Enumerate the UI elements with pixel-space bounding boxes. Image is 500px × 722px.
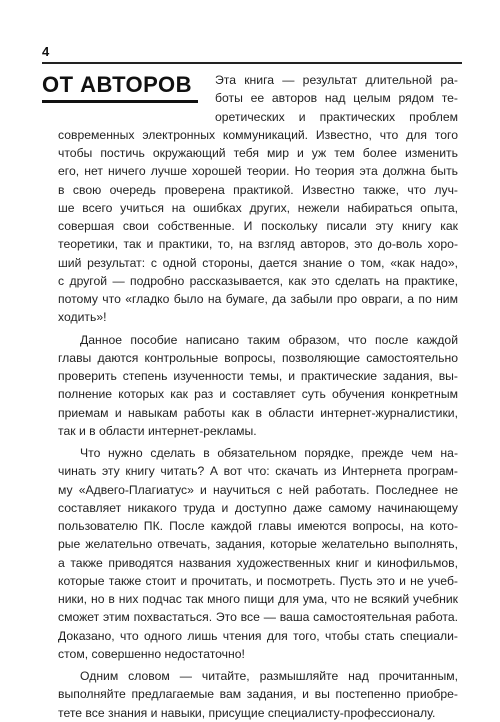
text-line: полнение которых как раз и составляет суть обучения конкретным — [58, 387, 458, 402]
text-line: сможет этим похвастаться. Это все — ваша самостоятельная работа. — [58, 610, 458, 625]
text-line: проверить степень изученности темы, и практические задания, вы- — [58, 369, 458, 383]
text-line: его, нет ничего лучше хорошей теории. Но теория эта должна быть — [58, 164, 458, 179]
text-line: му «Адвего-Плагиатус» и научиться с ней работать. Последнее не — [58, 482, 458, 497]
text-line: современных электронных коммуникаций. Известно, что для того — [58, 127, 458, 142]
text-line: Данное пособие написано таким образом, что после каждой — [80, 332, 458, 347]
text-line: теоретики, так и практики, то, на взгляд авторов, это до-воль хоро- — [58, 237, 458, 252]
text-line: которые также стоит и прочитать, и посмотреть. Пусть это и не учеб- — [58, 573, 458, 588]
heading-underline — [42, 100, 198, 103]
text-line: оретических и практических проблем — [215, 109, 458, 124]
text-line: чтобы постичь окружающий тебя мир и уж тем более изменить — [58, 146, 458, 160]
text-line: ники, но в них подчас так много пищи для ума, что не всякий учебник — [58, 592, 458, 606]
text-line: тете все знания и навыки, присущие специалисту-профессионалу. — [58, 705, 436, 720]
text-line: составляет никакого труда и доступно даже самому начинающему — [58, 500, 458, 515]
text-line: а также приводятся названия художественных книг и кинофильмов, — [58, 555, 458, 570]
text-line: ший результат: с одной стороны, дается знание о том, «как надо», — [58, 255, 458, 270]
top-rule — [42, 62, 462, 64]
text-line: Что нужно сделать в обязательном порядке, прежде чем на- — [80, 446, 458, 460]
page-number: 4 — [42, 44, 50, 59]
text-line: стом, совершенно недостаточно! — [58, 646, 245, 661]
text-line: ходить»! — [58, 310, 107, 325]
text-line: выполняйте предлагаемые вам задания, и вы постепенно приобре- — [58, 687, 458, 702]
text-line: Эта книга — результат длительной ра- — [215, 73, 458, 87]
text-line: главы даются контрольные вопросы, позволяющие самостоятельно — [58, 350, 458, 365]
section-heading: ОТ АВТОРОВ — [42, 72, 192, 97]
text-line: совершая свои собственные. И поскольку писали эту книгу как — [58, 219, 458, 233]
text-line: приемам и навыкам работы как в области интернет-журналистики, — [58, 405, 458, 420]
text-line: ше всего учиться на ошибках других, нежели набираться опыта, — [58, 200, 458, 215]
text-line: боты ее авторов над целым рядом те- — [215, 91, 458, 106]
text-line: в свою очередь проверена практикой. Известно также, что луч- — [58, 182, 458, 197]
text-line: пользователю ПК. После каждой главы имеются вопросы, на кото- — [58, 519, 458, 533]
text-line: с другой — подробно рассказывается, как это сделать на практике, — [58, 273, 458, 288]
text-line: рые желательно отвечать, задания, которые желательно выполнять, — [58, 537, 458, 552]
text-line: Одним словом — читайте, размышляйте над прочитанным, — [80, 669, 458, 683]
text-line: чинать эту книгу читать? А вот что: скачать из Интернета програм- — [58, 464, 458, 479]
text-line: потому что «гладко было на бумаге, да забыли про овраги, а по ним — [58, 292, 458, 306]
text-line: Доказано, что одного лишь чтения для того, чтобы стать специали- — [58, 628, 458, 643]
text-line: так и в области интернет-рекламы. — [58, 423, 257, 438]
